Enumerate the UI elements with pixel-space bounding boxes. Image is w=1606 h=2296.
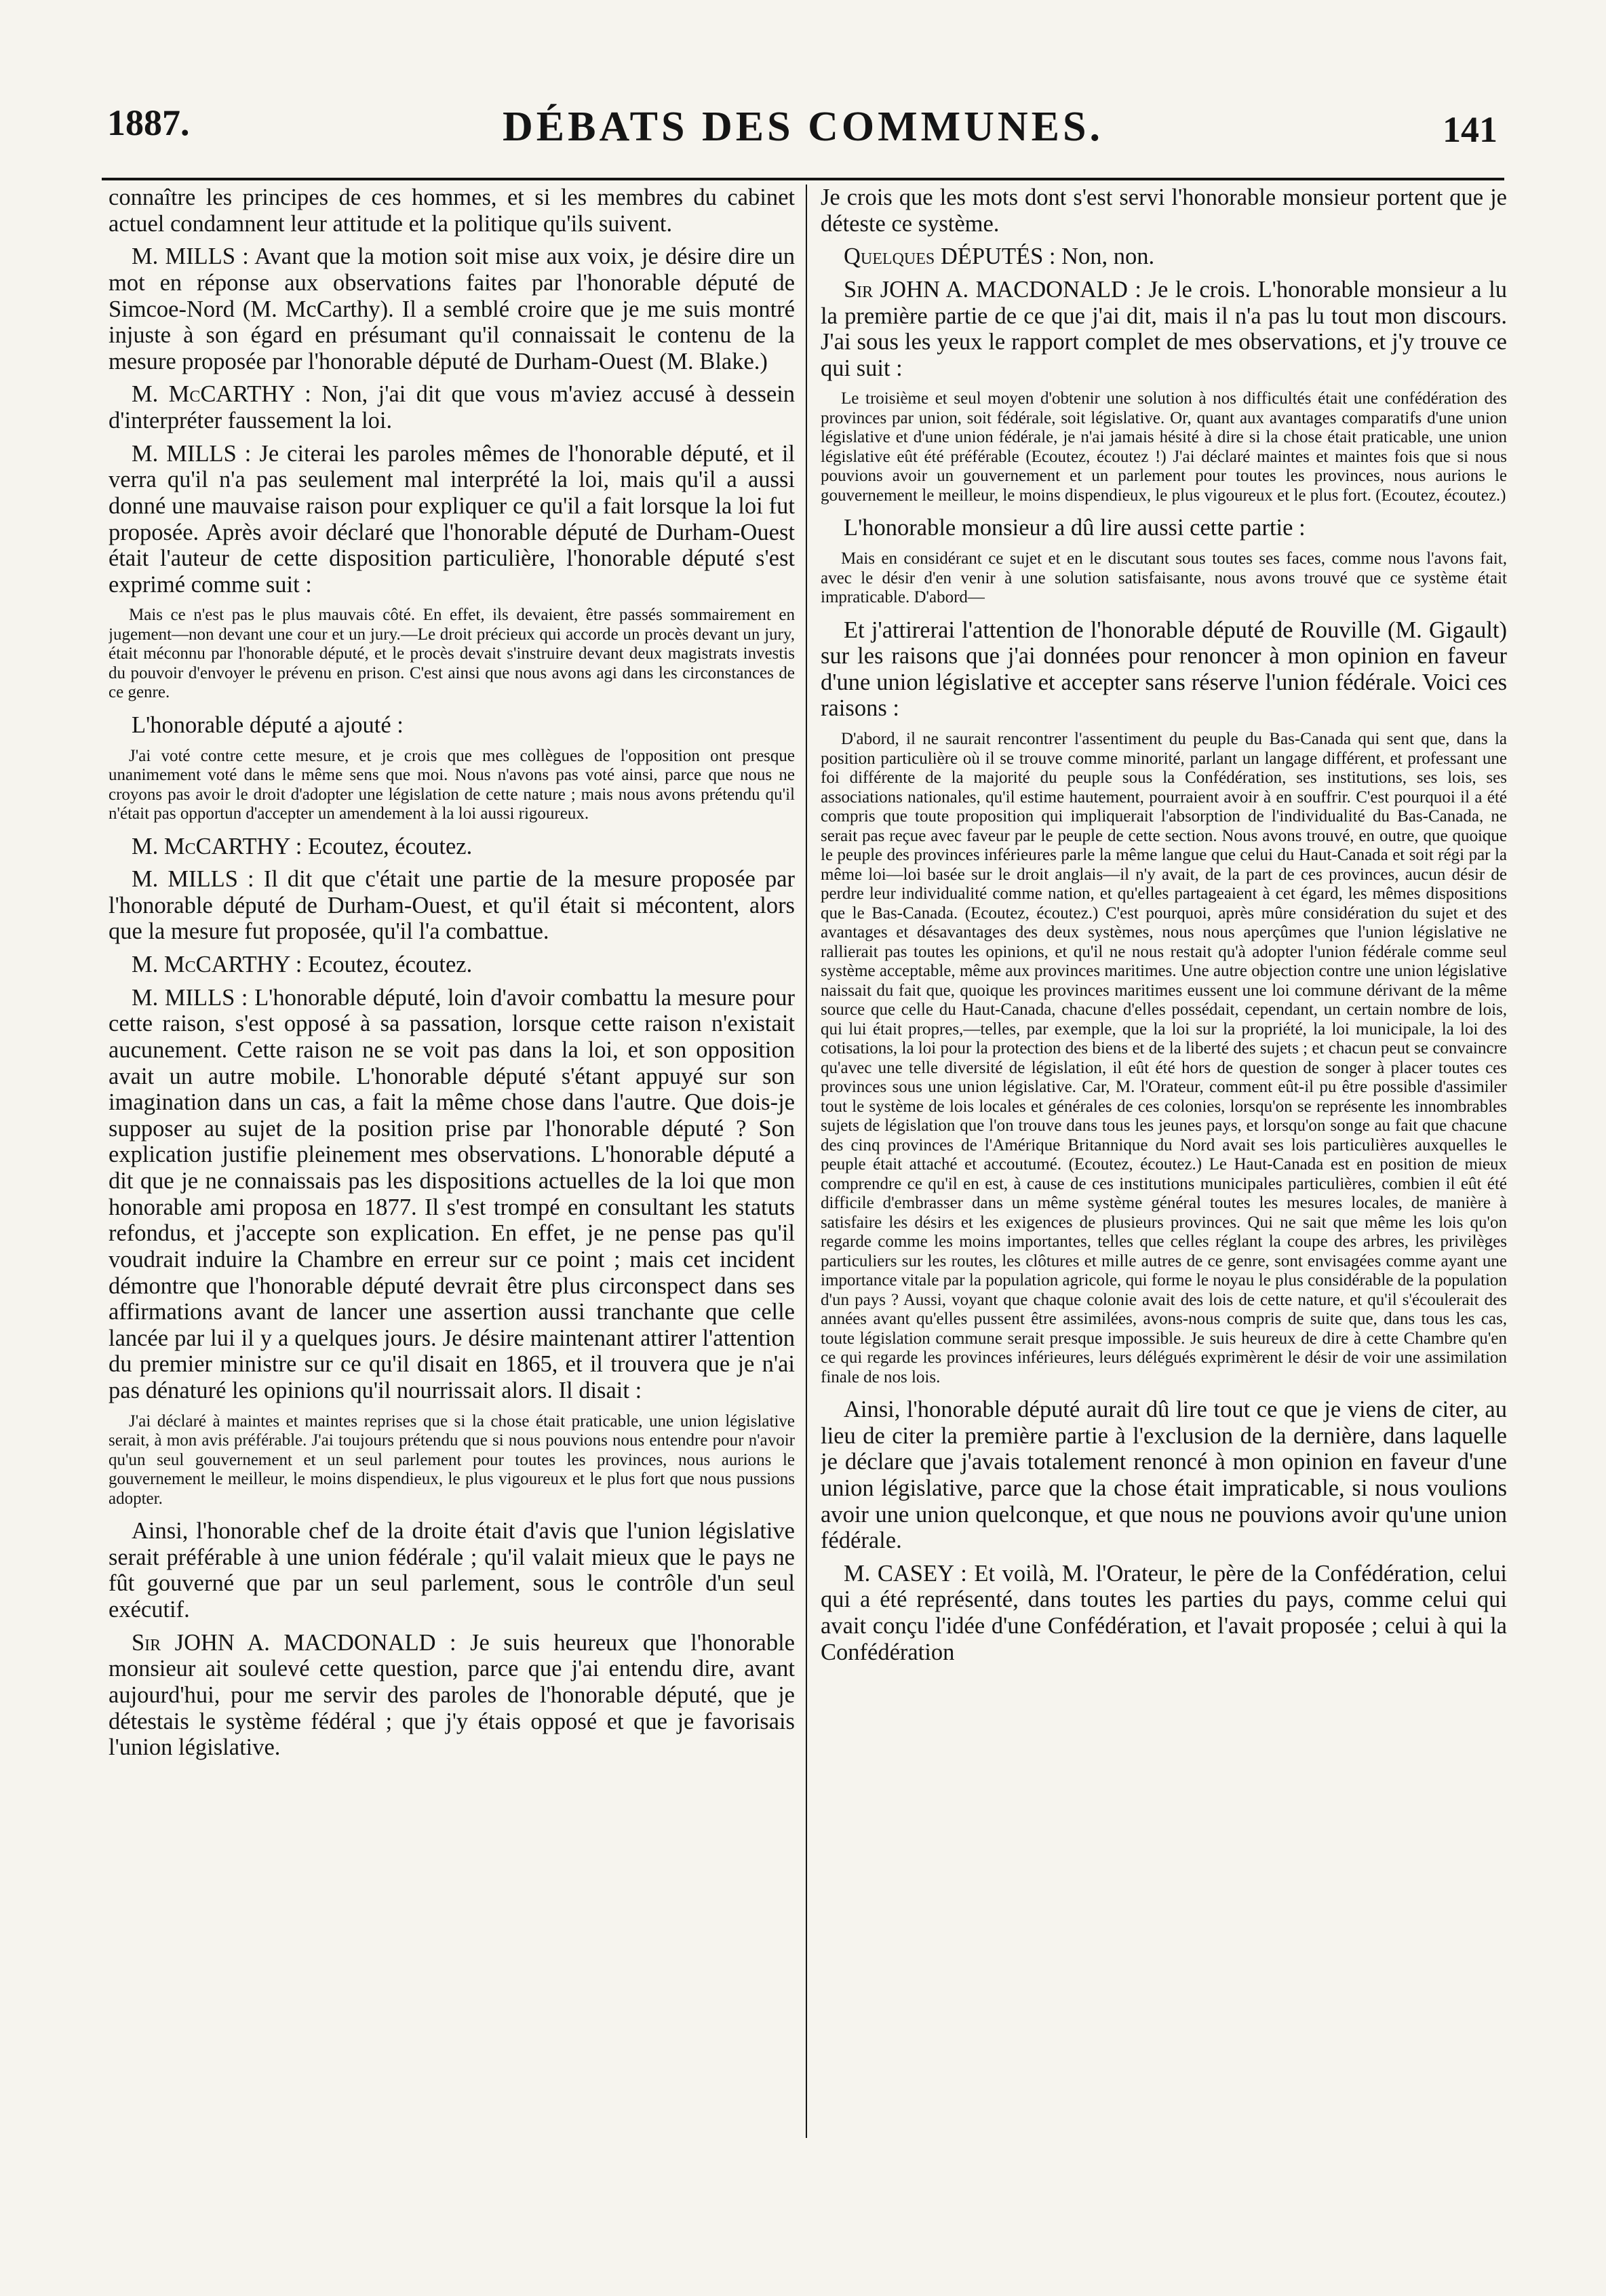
left-column xyxy=(109,184,795,2152)
speaker-name: Quelques DÉPUTÉS : xyxy=(844,244,1056,270)
column-divider xyxy=(806,184,807,2138)
speaker-name: M. MILLS : xyxy=(132,866,254,893)
speaker-name: M. MILLS : xyxy=(132,440,252,467)
speaker-name: M. MILLS : xyxy=(132,984,248,1011)
quoted-passage: D'abord, il ne saurait rencontrer l'assentiment du peuple du Bas-Canada qui sent que, dans la position particulière où il se trouve comme minorité, parlant un langage différent, et professant une foi différente de la majorité du peuple sous la Confédération, ses institutions, ses lois, ses associations nationales, qu'il estime hautement, pourraient avoir à en souffrir. C'est pourquoi il a été compris que toute proposition qui impliquerait l'absorption de l'individualité du Bas-Canada, ne serait pas reçue avec faveur par le peuple de cette section. Nous avons trouvé, en outre, que quoique le peuple des provinces inférieures parle la même langue que celui du Haut-Canada et soit régi par la même loi—loi basée sur le droit anglais—il n'y avait, de la part de ces provinces, aucun désir de perdre leur individualité comme nation, et qu'elles partageaient à cet égard, les mêmes dispositions que le Bas-Canada. (Ecoutez, écoutez.) C'est pourquoi, après mûre considération du sujet et des avantages et désavantages des deux systèmes, nous nous aperçûmes que l'union législative ne rallierait pas toutes les opinions, et qu'il ne nous restait qu'à adopter l'union fédérale comme seul système acceptable, même aux provinces maritimes. Une autre objection contre une union législative naissait du fait que, quoique les provinces maritimes eussent une loi commune dérivant de la même source que celle du Haut-Canada, chacune d'elles possédait, cependant, un certain nombre de lois, qui lui était propres,—telles, par exemple, que la loi sur la propriété, la loi municipale, la loi des cotisations, la loi pour la protection des biens et de la liberté des sujets ; et chacun peut se convaincre qu'avec une telle diversité de législation, il eût été hors de question de songer à placer toutes ces provinces sous une union législative. Car, M. l'Orateur, comment eût-il pu être possible d'assimiler tout le système de lois locales et générales de ces colonies, lorsqu'on se représente les innombrables sujets de législation que l'on trouve dans tous les jeunes pays, et lorsqu'on songe au fait que chacune des cinq provinces de l'Amérique Britannique du Nord avait ses lois particulières auxquelles le peuple était attaché et accoutumé. (Ecoutez, écoutez.) Le Haut-Canada est en position de mieux comprendre ce qu'il en est, à cause de ces institutions municipales particulières, combien il eût été difficile d'embrasser dans un même système général toutes les mesures locales, de manière à satisfaire les désirs et les exigences de plusieurs provinces. Qui ne sait que même les lois qu'on regarde comme les moins importantes, telles que celles réglant la coupe des arbres, les privilèges particuliers sur les routes, les clôtures et mille autres de ce genre, sont envisagées comme ayant une importance vitale par la population agricole, qui forme le noyau le plus considérable de la population d'un pays ? Aussi, voyant que chaque colonie avait des lois de cette nature, et qu'il s'écoulerait des années avant qu'elles pussent être assimilées, avons-nous compris de suite que, dans tous les cas, toute législation commune serait presque impossible. Je suis heureux de dire à cette Chambre qu'en ce qui regarde les provinces inférieures, leurs délégués exprimèrent le désir de voir une assimilation finale de nos lois. xyxy=(821,730,1507,1386)
speaker-name: M. MILLS : xyxy=(132,244,249,270)
page-number: 141 xyxy=(1443,109,1497,150)
paragraph xyxy=(109,712,795,739)
paragraph xyxy=(821,1561,1507,1666)
paragraph xyxy=(821,1397,1507,1554)
speaker-name: Sir JOHN A. MACDONALD : xyxy=(132,1629,456,1656)
paragraph-text: Et voilà, M. l'Orateur, le père de la Confédération, celui qui a été représenté, dans toutes les parties du pays, comme celui qui avait conçu l'idée d'une Confédération, et l'avait proposée ; celui à qui la Confédération xyxy=(821,1560,1507,1665)
quoted-passage: Mais en considérant ce sujet et en le discutant sous toutes ses faces, comme nous l'avons fait, avec le désir d'en venir à une solution satisfaisante, nous avons trouvé que ce système était impraticable. D'abord— xyxy=(821,549,1507,606)
paragraph-text: L'honorable député a ajouté : xyxy=(132,712,404,738)
page-title: DÉBATS DES COMMUNES. xyxy=(502,104,1104,150)
paragraph xyxy=(109,952,795,978)
paragraph-text: Avant que la motion soit mise aux voix, je désire dire un mot en réponse aux observations faites par l'honorable député de Simcoe-Nord (M. McCarthy). Il a semblé croire que je me suis montré injuste à son égard en présumant qu'il connaissait le contenu de la mesure proposée par l'honorable député de Durham-Ouest (M. Blake.) xyxy=(109,244,795,374)
paragraph xyxy=(821,277,1507,382)
paragraph-text: L'honorable député, loin d'avoir combattu la mesure pour cette raison, s'est opposé à sa passation, lorsque cette raison n'existait aucunement. Cette raison ne se voit pas dans la loi, et son opposition avait un autre mobile. L'honorable député s'étant appuyé sur son imagination dans un cas, a fait la même chose dans l'autre. Que dois-je supposer au sujet de la position prise par l'honorable député ? Son explication justifie pleinement mes observations. L'honorable député a dit que je ne connaissais pas les dispositions actuelles de la loi que mon honorable ami proposa en 1877. Il s'est trompé en consultant les statuts refondus, et j'accepte son explication. En effet, je ne pense pas qu'il voudrait induire la Chambre en erreur sur ce point ; mais cet incident démontre que l'honorable député devrait être plus circonspect dans ses affirmations avant de lancer une assertion aussi tranchante que celle lancée par lui il y a quelques jours. Je désire maintenant attirer l'attention du premier ministre sur ce qu'il disait en 1865, et il trouvera que je n'ai pas dénaturé les opinions qu'il nourrissait alors. Il disait : xyxy=(109,984,795,1403)
quoted-passage: Le troisième et seul moyen d'obtenir une solution à nos difficultés était une confédération des provinces par union, soit fédérale, soit législative. Or, quant aux avantages comparatifs d'une union législative et d'une union fédérale, je n'ai jamais hésité à dire si la chose était praticable, une union législative eût été préférable (Ecoutez, écoutez !) J'ai déclaré maintes et maintes fois que si nous pouvions avoir un gouvernement et un parlement pour toutes les provinces, nous aurions le gouvernement le meilleur, le moins dispendieux, le plus vigoureux et le plus fort. (Ecoutez, écoutez.) xyxy=(821,389,1507,505)
paragraph-text: Il dit que c'était une partie de la mesure proposée par l'honorable député de Durham-Ouest, et qu'il était si mécontent, alors que la mesure fut proposée, qu'il l'a combattue. xyxy=(109,866,795,945)
paragraph xyxy=(109,1518,795,1623)
speaker-name: M. CASEY : xyxy=(844,1560,967,1587)
quoted-passage: J'ai déclaré à maintes et maintes reprises que si la chose était praticable, une union législative serait, à mon avis préférable. J'ai toujours prétendu que si nous pouvions nous entendre pour n'avoir qu'un seul gouvernement et un seul parlement pour toutes les provinces, nous aurions le gouvernement le meilleur, le moins dispendieux, le plus vigoureux et le plus fort que nous pussions adopter. xyxy=(109,1412,795,1508)
paragraph-text: Et j'attirerai l'attention de l'honorable député de Rouville (M. Gigault) sur les raisons que j'ai données pour renoncer à mon opinion en faveur d'une union législative et accepter sans réserve l'union fédérale. Voici ces raisons : xyxy=(821,617,1507,722)
paragraph xyxy=(821,617,1507,722)
paragraph-text: Je citerai les paroles mêmes de l'honorable député, et il verra qu'il n'a pas seulement mal interprété la loi, mais qu'il a aussi donné une mauvaise raison pour expliquer ce qu'il a fait lorsque la loi fut proposée. Après avoir déclaré que l'honorable député de Durham-Ouest était l'auteur de cette disposition particulière, l'honorable député s'est exprimé comme suit : xyxy=(109,440,795,598)
speaker-name: M. McCARTHY : xyxy=(132,952,302,977)
paragraph xyxy=(821,184,1507,237)
speaker-name: M. McCARTHY : xyxy=(132,833,302,859)
right-column xyxy=(821,184,1507,2152)
paragraph-text: Ecoutez, écoutez. xyxy=(307,833,473,859)
paragraph xyxy=(109,985,795,1404)
speaker-name: M. McCARTHY : xyxy=(132,381,311,408)
paragraph xyxy=(821,515,1507,541)
paragraph xyxy=(109,244,795,374)
paragraph-text: Je le crois. L'honorable monsieur a lu la première partie de ce que j'ai dit, mais il n'a pas lu tout mon discours. J'ai sous les yeux le rapport complet de mes observations, et j'y trouve ce qui suit : xyxy=(821,276,1507,381)
paragraph-text: Non, non. xyxy=(1061,244,1155,270)
speaker-name: Sir JOHN A. MACDONALD : xyxy=(844,276,1142,303)
header-rule xyxy=(102,178,1504,180)
paragraph xyxy=(109,381,795,433)
quoted-passage: Mais ce n'est pas le plus mauvais côté. En effet, ils devaient, être passés sommairement en jugement—non devant une cour et un jury.—Le droit précieux qui accorde un procès devant un jury, était méconnu par l'honorable député, et le procès devait s'instruire devant deux magistrats investis du pouvoir d'envoyer le prévenu en prison. C'est ainsi que nous avons agi dans les circonstances de ce genre. xyxy=(109,606,795,702)
paragraph xyxy=(109,441,795,598)
paragraph-text: Je crois que les mots dont s'est servi l'honorable monsieur portent que je déteste ce système. xyxy=(821,184,1507,237)
paragraph xyxy=(109,834,795,860)
paragraph xyxy=(109,184,795,237)
paragraph xyxy=(109,866,795,945)
page-year: 1887. xyxy=(107,102,190,143)
paragraph-text: Ecoutez, écoutez. xyxy=(307,952,473,977)
paragraph-text: Non, j'ai dit que vous m'aviez accusé à dessein d'interpréter faussement la loi. xyxy=(109,381,795,433)
paragraph-text: Ainsi, l'honorable chef de la droite était d'avis que l'union législative serait préférable à une union fédérale ; qu'il valait mieux que le pays ne fût gouverné que par un seul parlement, sous le contrôle d'un seul exécutif. xyxy=(109,1518,795,1622)
paragraph-text: Je suis heureux que l'honorable monsieur ait soulevé cette question, parce que j'ai entendu dire, avant aujourd'hui, pour me servir des paroles de l'honorable député, que je détestais le système fédéral ; que j'y étais opposé et que je favorisais l'union législative. xyxy=(109,1629,795,1761)
quoted-passage: J'ai voté contre cette mesure, et je crois que mes collègues de l'opposition ont presque unanimement voté dans le même sens que moi. Nous n'avons pas voté ainsi, parce que nous ne croyons pas avoir le droit d'adopter une législation de cette nature ; mais nous avons prétendu qu'il n'était pas opportun d'accepter un amendement à la loi aussi rigoureux. xyxy=(109,746,795,823)
paragraph-text: Ainsi, l'honorable député aurait dû lire tout ce que je viens de citer, au lieu de citer la première partie à l'exclusion de la dernière, dans laquelle je déclare que j'avais totalement renoncé à mon opinion en faveur d'une union législative, parce que la chose était impraticable, si nous voulions avoir une union quelconque, et que nous ne pouvions avoir qu'une union fédérale. xyxy=(821,1397,1507,1554)
paragraph xyxy=(109,1630,795,1761)
paragraph-text: L'honorable monsieur a dû lire aussi cette partie : xyxy=(844,515,1306,541)
paragraph xyxy=(821,244,1507,270)
paragraph-text: connaître les principes de ces hommes, et si les membres du cabinet actuel condamnent leur attitude et la politique qu'ils suivent. xyxy=(109,184,795,237)
